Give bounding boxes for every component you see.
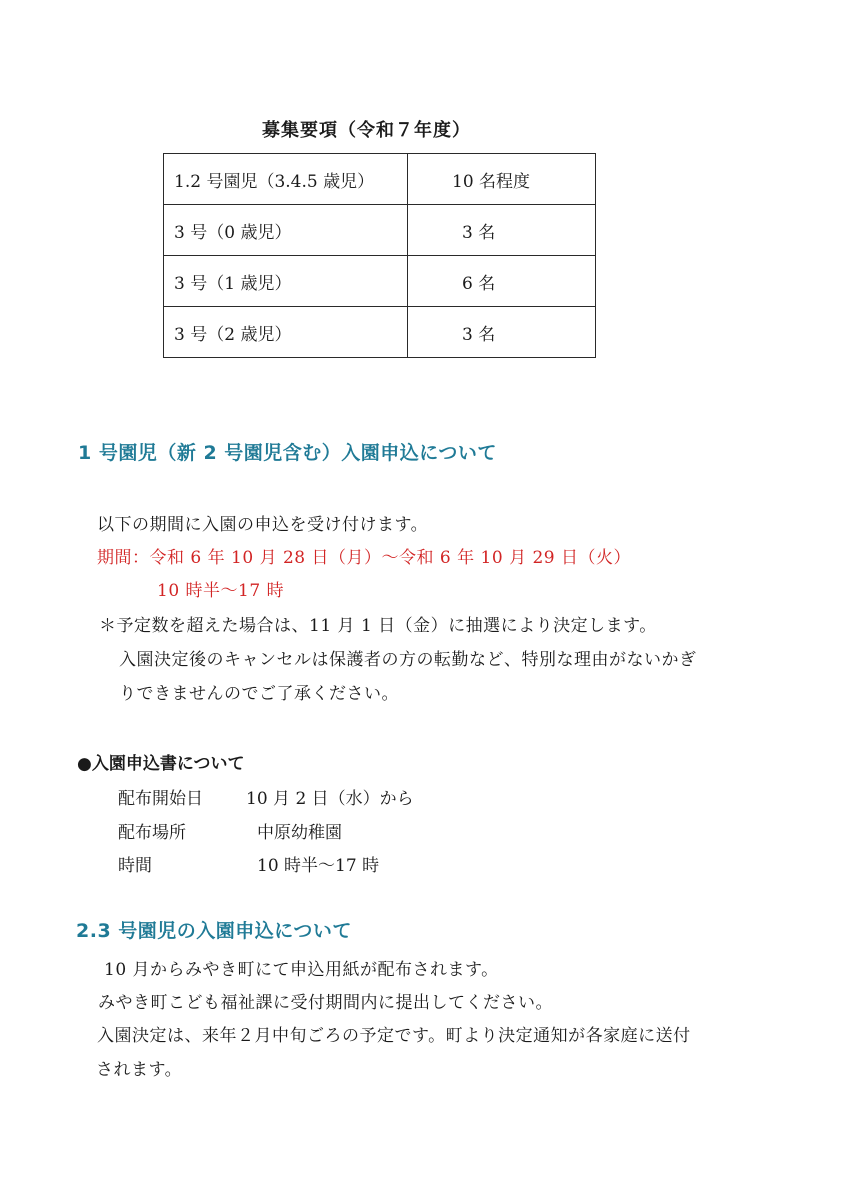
- distribution-place-value: 中原幼稚園: [257, 823, 342, 843]
- table-row: [164, 154, 596, 205]
- table-cell-count: 10 名程度: [408, 154, 596, 205]
- application-form-heading: ●入園申込書について: [77, 754, 245, 774]
- lottery-note: ＊予定数を超えた場合は、11 月 1 日（金）に抽選により決定します。: [99, 616, 657, 636]
- table-cell-count: 3 名: [408, 307, 596, 358]
- section-heading-type1: 1 号園児（新 2 号園児含む）入園申込について: [78, 442, 497, 464]
- table-row: [164, 307, 596, 358]
- section-heading-type23: 2.3 号園児の入園申込について: [76, 920, 352, 942]
- distribution-time-label: 時間: [118, 856, 152, 876]
- section2-text-line: みやき町こども福祉課に受付期間内に提出してください。: [98, 993, 553, 1013]
- application-period: 期間：令和 6 年 10 月 28 日（月）～令和 6 年 10 月 29 日（火）: [97, 548, 632, 568]
- distribution-start-value: 10 月 2 日（水）から: [246, 789, 414, 809]
- recruitment-table: [163, 153, 596, 358]
- table-title: 募集要項（令和７年度）: [262, 120, 471, 141]
- intro-text: 以下の期間に入園の申込を受け付けます。: [97, 515, 429, 535]
- section2-text-line: 10 月からみやき町にて申込用紙が配布されます。: [104, 960, 499, 980]
- application-hours: 10 時半～17 時: [157, 581, 285, 601]
- cancellation-note-cont: りできませんのでご了承ください。: [119, 684, 399, 704]
- distribution-time-value: 10 時半～17 時: [257, 856, 380, 876]
- distribution-start-label: 配布開始日: [118, 789, 203, 809]
- cancellation-note: 入園決定後のキャンセルは保護者の方の転勤など、特別な理由がないかぎ: [119, 650, 697, 670]
- table-cell-category: 1.2 号園児（3.4.5 歳児）: [164, 154, 408, 205]
- table-row: [164, 256, 596, 307]
- table-row: [164, 205, 596, 256]
- table-cell-category: 3 号（2 歳児）: [164, 307, 408, 358]
- table-cell-count: 3 名: [408, 205, 596, 256]
- distribution-place-label: 配布場所: [118, 823, 186, 843]
- section2-text-line: されます。: [96, 1060, 183, 1080]
- table-cell-category: 3 号（0 歳児）: [164, 205, 408, 256]
- section2-text-line: 入園決定は、来年２月中旬ごろの予定です。町より決定通知が各家庭に送付: [97, 1026, 691, 1046]
- table-cell-count: 6 名: [408, 256, 596, 307]
- table-cell-category: 3 号（1 歳児）: [164, 256, 408, 307]
